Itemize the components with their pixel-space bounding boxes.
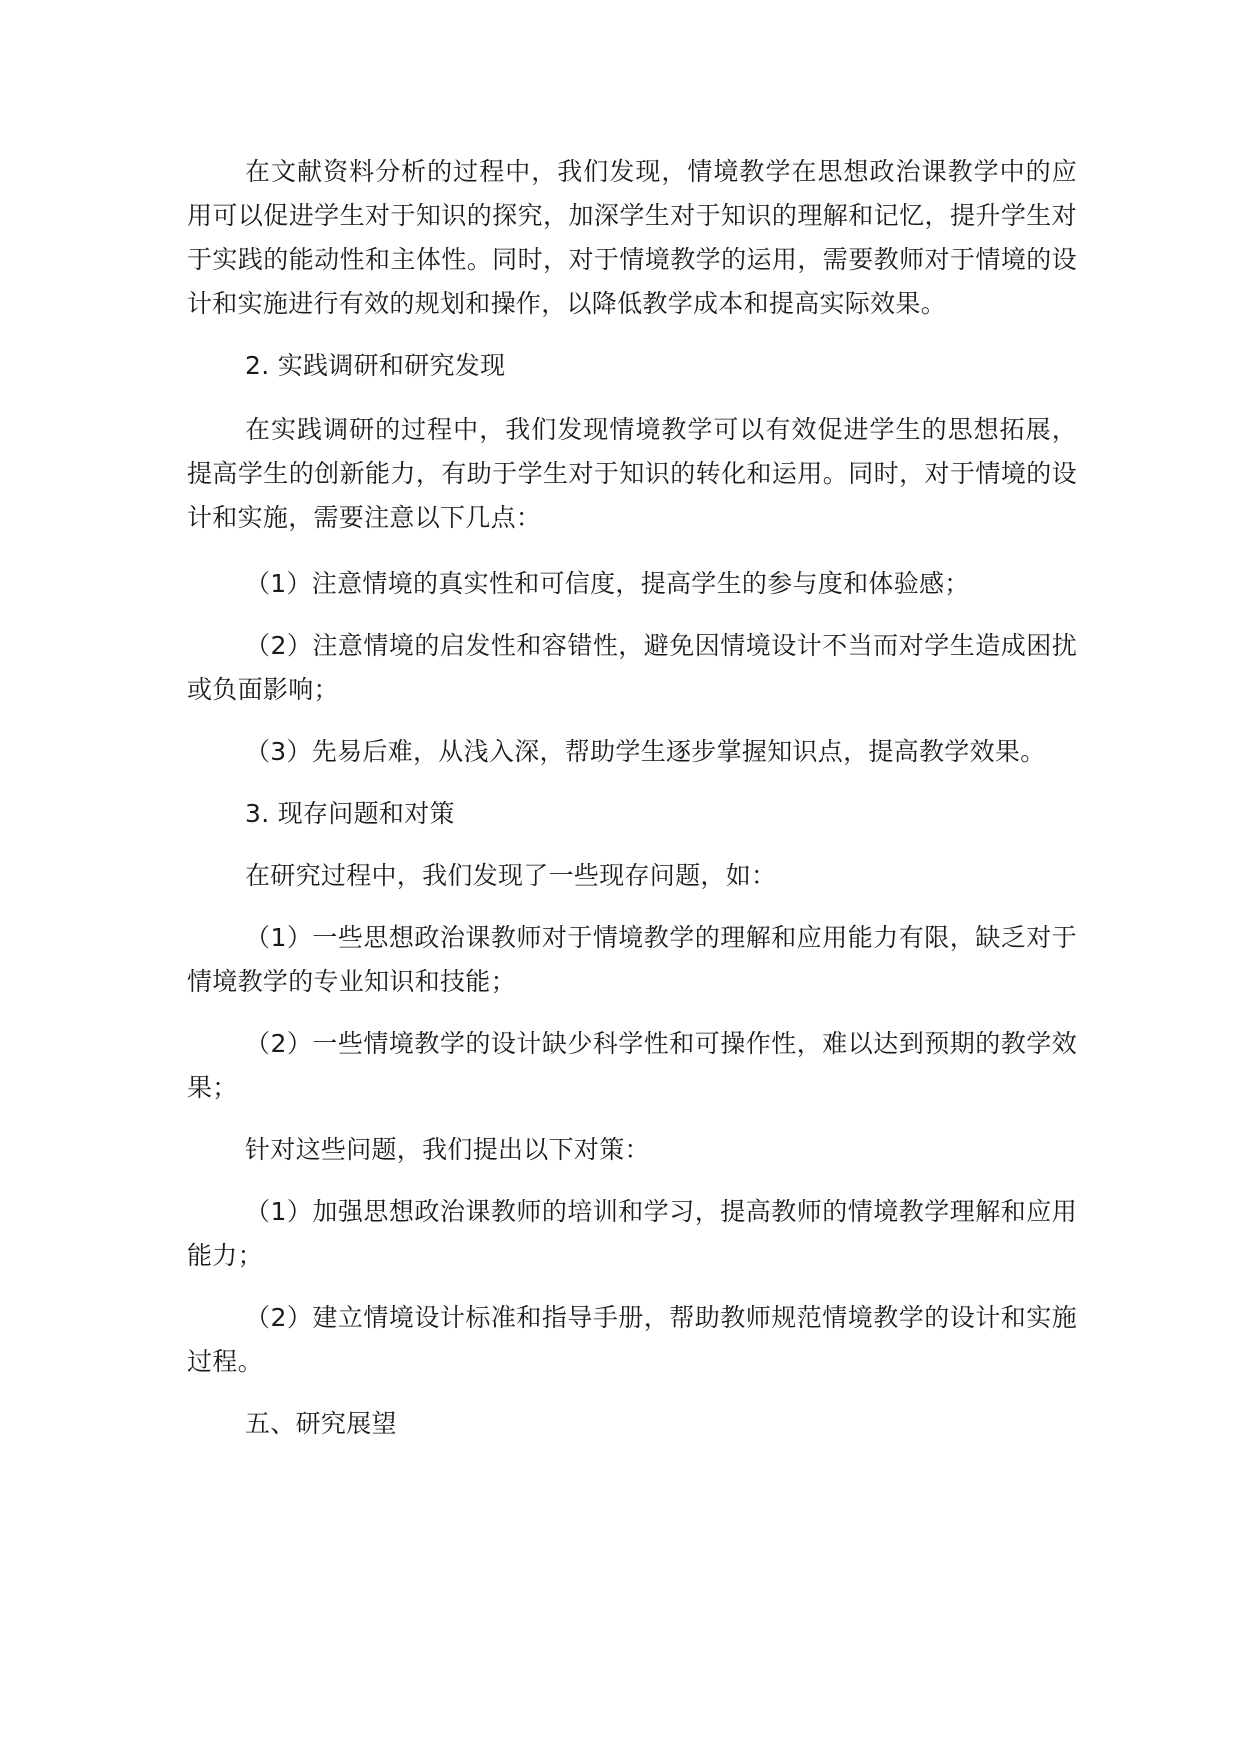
section-heading-research-outlook: 五、研究展望 [245, 1409, 397, 1438]
countermeasure-item-training: （1）加强思想政治课教师的培训和学习，提高教师的情境教学理解和应用能力； [187, 1197, 1077, 1270]
list-item-authenticity: （1）注意情境的真实性和可信度，提高学生的参与度和体验感； [245, 569, 970, 598]
list-item-easy-to-hard: （3）先易后难，从浅入深，帮助学生逐步掌握知识点，提高教学效果。 [245, 737, 1046, 766]
section-heading-problems-countermeasures: 3. 现存问题和对策 [245, 799, 455, 828]
problem-item-design-quality: （2）一些情境教学的设计缺少科学性和可操作性，难以达到预期的教学效果； [187, 1029, 1077, 1102]
paragraph-practice-findings: 在实践调研的过程中，我们发现情境教学可以有效促进学生的思想拓展，提高学生的创新能力，有助于学生对于知识的转化和运用。同时，对于情境的设计和实施，需要注意以下几点： [187, 415, 1077, 532]
paragraph-countermeasures-intro: 针对这些问题，我们提出以下对策： [245, 1135, 650, 1164]
section-heading-practice-research: 2. 实践调研和研究发现 [245, 351, 506, 380]
countermeasure-item-standards: （2）建立情境设计标准和指导手册，帮助教师规范情境教学的设计和实施过程。 [187, 1303, 1077, 1376]
list-item-inspiration: （2）注意情境的启发性和容错性，避免因情境设计不当而对学生造成困扰或负面影响； [187, 631, 1077, 704]
document-page [187, 150, 1077, 1446]
paragraph-problems-intro: 在研究过程中，我们发现了一些现存问题，如： [245, 861, 777, 890]
problem-item-teacher-ability: （1）一些思想政治课教师对于情境教学的理解和应用能力有限，缺乏对于情境教学的专业知识和技能； [187, 923, 1077, 996]
paragraph-literature-analysis: 在文献资料分析的过程中，我们发现，情境教学在思想政治课教学中的应用可以促进学生对于知识的探究，加深学生对于知识的理解和记忆，提升学生对于实践的能动性和主体性。同时，对于情境教学的运用，需要教师对于情境的设计和实施进行有效的规划和操作，以降低教学成本和提高实际效果。 [187, 157, 1077, 318]
